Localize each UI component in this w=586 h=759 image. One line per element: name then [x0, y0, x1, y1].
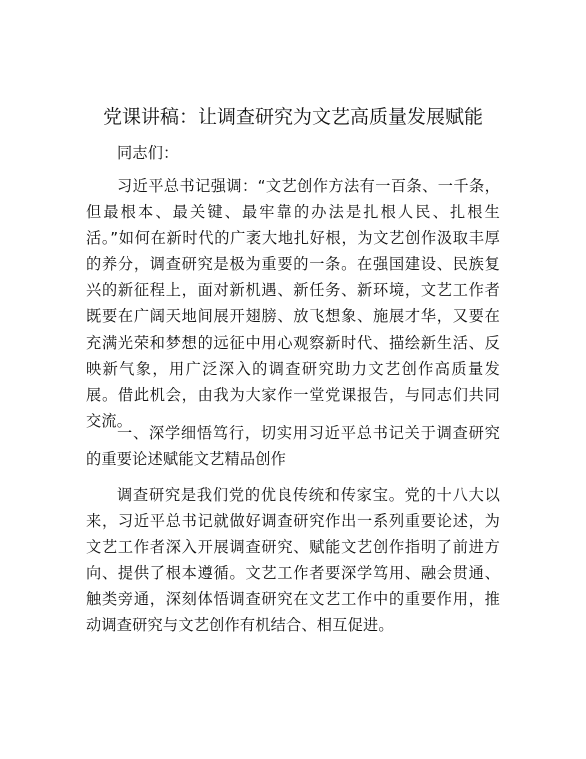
paragraph-2: 调查研究是我们党的优良传统和传家宝。党的十八大以来，习近平总书记就做好调查研究作出一系列重要论述，为文艺工作者深入开展调查研究、赋能文艺创作指明了前进方向、提供了根本遵循。文艺工作者要深学笃用、融会贯通、触类旁通，深刻体悟调查研究在文艺工作中的重要作用，推动调查研究与文艺创作有机结合、相互促进。: [86, 486, 500, 635]
greeting: 同志们：: [117, 144, 179, 162]
section-heading-1: 一、深学细悟笃行，切实用习近平总书记关于调查研究的重要论述赋能文艺精品创作: [86, 424, 500, 469]
document-title: 党课讲稿：让调查研究为文艺高质量发展赋能: [102, 106, 483, 128]
paragraph-1: 习近平总书记强调：“文艺创作方法有一百条、一千条，但最根本、最关键、最牢靠的办法是扎根人民、扎根生活。”如何在新时代的广袤大地扎好根，为文艺创作汲取丰厚的养分，调查研究是极为重要的一条。在强国建设、民族复兴的新征程上，面对新机遇、新任务、新环境，文艺工作者既要在广阔天地间展开翅膀、放飞想象、施展才华，又要在充满光荣和梦想的远征中用心观察新时代、描绘新生活、反映新气象，用广泛深入的调查研究助力文艺创作高质量发展。借此机会，由我为大家作一堂党课报告，与同志们共同交流。: [86, 177, 500, 430]
